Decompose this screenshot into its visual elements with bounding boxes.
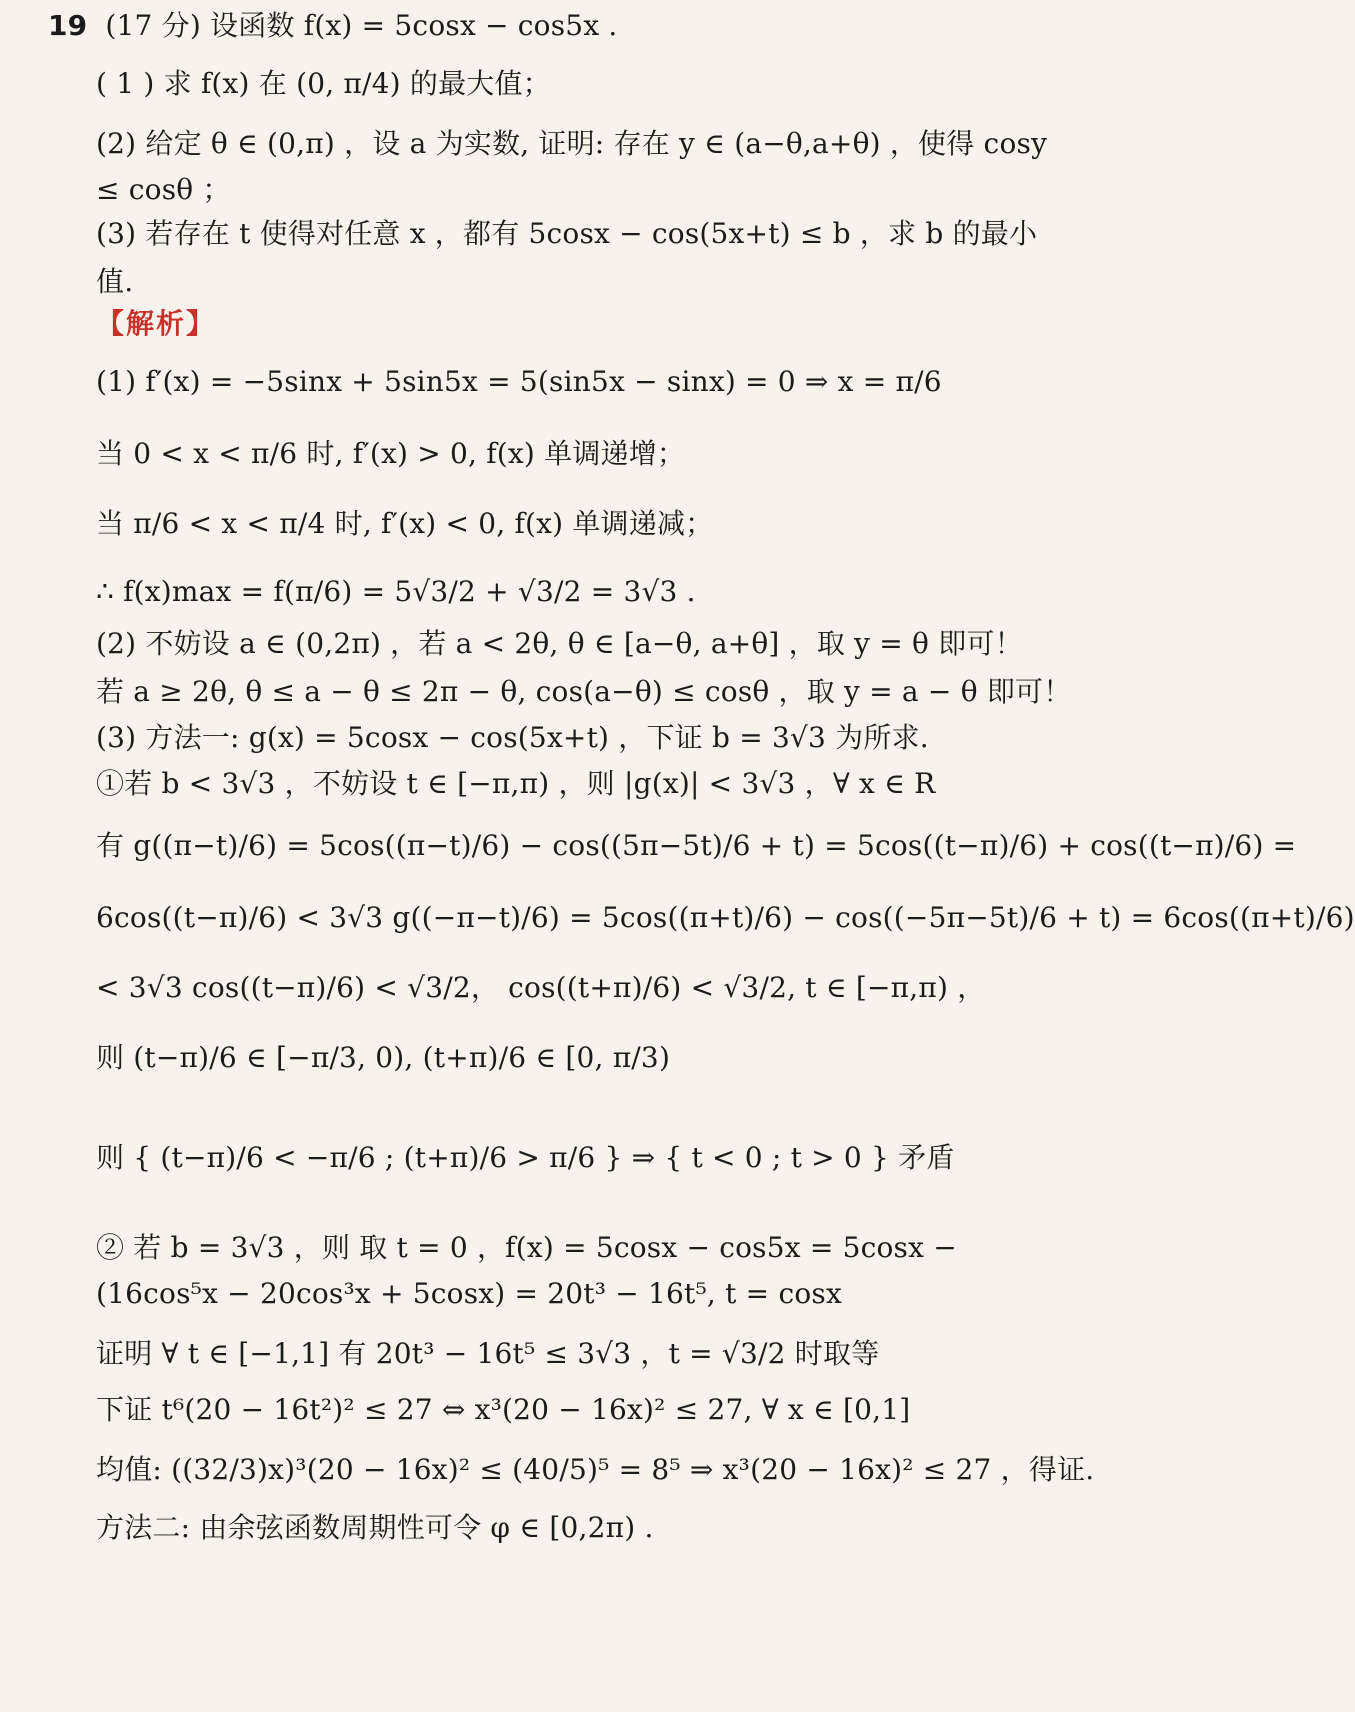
problem-header xyxy=(48,8,1160,44)
solution-line: 有 g((π−t)/6) = 5cos((π−t)/6) − cos((5π−5t)/6 + t) = 5cos((t−π)/6) + cos((t−π)/6) = xyxy=(96,829,1297,862)
solution-line: 证明 ∀ t ∈ [−1,1] 有 20t³ − 16t⁵ ≤ 3√3 ，t = √3/2 时取等 xyxy=(96,1337,880,1370)
problem-number: 19 xyxy=(48,9,88,42)
solution-line: 方法二: 由余弦函数周期性可令 φ ∈ [0,2π) . xyxy=(96,1511,654,1544)
solution-line: 6cos((t−π)/6) < 3√3 g((−π−t)/6) = 5cos((π+t)/6) − cos((−5π−5t)/6 + t) = 6cos((π+t)/6) xyxy=(96,901,1355,934)
solution-line: 均值: ((32/3)x)³(20 − 16x)² ≤ (40/5)⁵ = 8⁵ ⇒ x³(20 − 16x)² ≤ 27 ，得证. xyxy=(96,1453,1095,1486)
solution-line: ①若 b < 3√3 ，不妨设 t ∈ [−π,π) ，则 |g(x)| < 3√3 ，∀ x ∈ R xyxy=(96,767,936,800)
part-3-question-line-1: (3) 若存在 t 使得对任意 x ，都有 5cosx − cos(5x+t) ≤ b ，求 b 的最小 xyxy=(96,217,1038,250)
problem-statement: (17 分) 设函数 f(x) = 5cosx − cos5x . xyxy=(105,9,618,42)
solution-line: 则 (t−π)/6 ∈ [−π/3, 0), (t+π)/6 ∈ [0, π/3) xyxy=(96,1041,671,1074)
part-2-question-line-1: (2) 给定 θ ∈ (0,π) ，设 a 为实数, 证明: 存在 y ∈ (a−θ,a+θ) ，使得 cosy xyxy=(96,127,1048,160)
solution-line: 当 0 < x < π/6 时, f′(x) > 0, f(x) 单调递增； xyxy=(96,437,686,470)
solution-line: 当 π/6 < x < π/4 时, f′(x) < 0, f(x) 单调递减； xyxy=(96,507,714,540)
solution-line: (2) 不妨设 a ∈ (0,2π) ，若 a < 2θ, θ ∈ [a−θ, a+θ] ，取 y = θ 即可！ xyxy=(96,627,1023,660)
solution-line: ∴ f(x)max = f(π/6) = 5√3/2 + √3/2 = 3√3 . xyxy=(96,575,696,608)
solution-line: (16cos⁵x − 20cos³x + 5cosx) = 20t³ − 16t⁵, t = cosx xyxy=(96,1277,842,1310)
analysis-label: 【解析】 xyxy=(96,307,217,340)
solution-line: < 3√3 cos((t−π)/6) < √3/2， cos((t+π)/6) < √3/2, t ∈ [−π,π) ， xyxy=(96,971,986,1004)
solution-line: (1) f′(x) = −5sinx + 5sin5x = 5(sin5x − sinx) = 0 ⇒ x = π/6 xyxy=(96,365,942,398)
part-1-question: ( 1 ) 求 f(x) 在 (0, π/4) 的最大值； xyxy=(96,67,551,100)
part-3-question-line-2: 值. xyxy=(96,265,134,298)
solution-line: 则 { (t−π)/6 < −π/6 ; (t+π)/6 > π/6 } ⇒ { t < 0 ; t > 0 } 矛盾 xyxy=(96,1141,955,1174)
solution-line: 下证 t⁶(20 − 16t²)² ≤ 27 ⇔ x³(20 − 16x)² ≤ 27, ∀ x ∈ [0,1] xyxy=(96,1393,911,1426)
solution-line: ② 若 b = 3√3 ，则 取 t = 0 ，f(x) = 5cosx − cos5x = 5cosx − xyxy=(96,1231,957,1264)
solution-line: (3) 方法一: g(x) = 5cosx − cos(5x+t) ，下证 b = 3√3 为所求. xyxy=(96,721,929,754)
part-2-question-line-2: ≤ cosθ ； xyxy=(96,173,231,206)
solution-line: 若 a ≥ 2θ, θ ≤ a − θ ≤ 2π − θ, cos(a−θ) ≤ cosθ ，取 y = a − θ 即可！ xyxy=(96,675,1072,708)
solution-tag xyxy=(96,306,1160,342)
